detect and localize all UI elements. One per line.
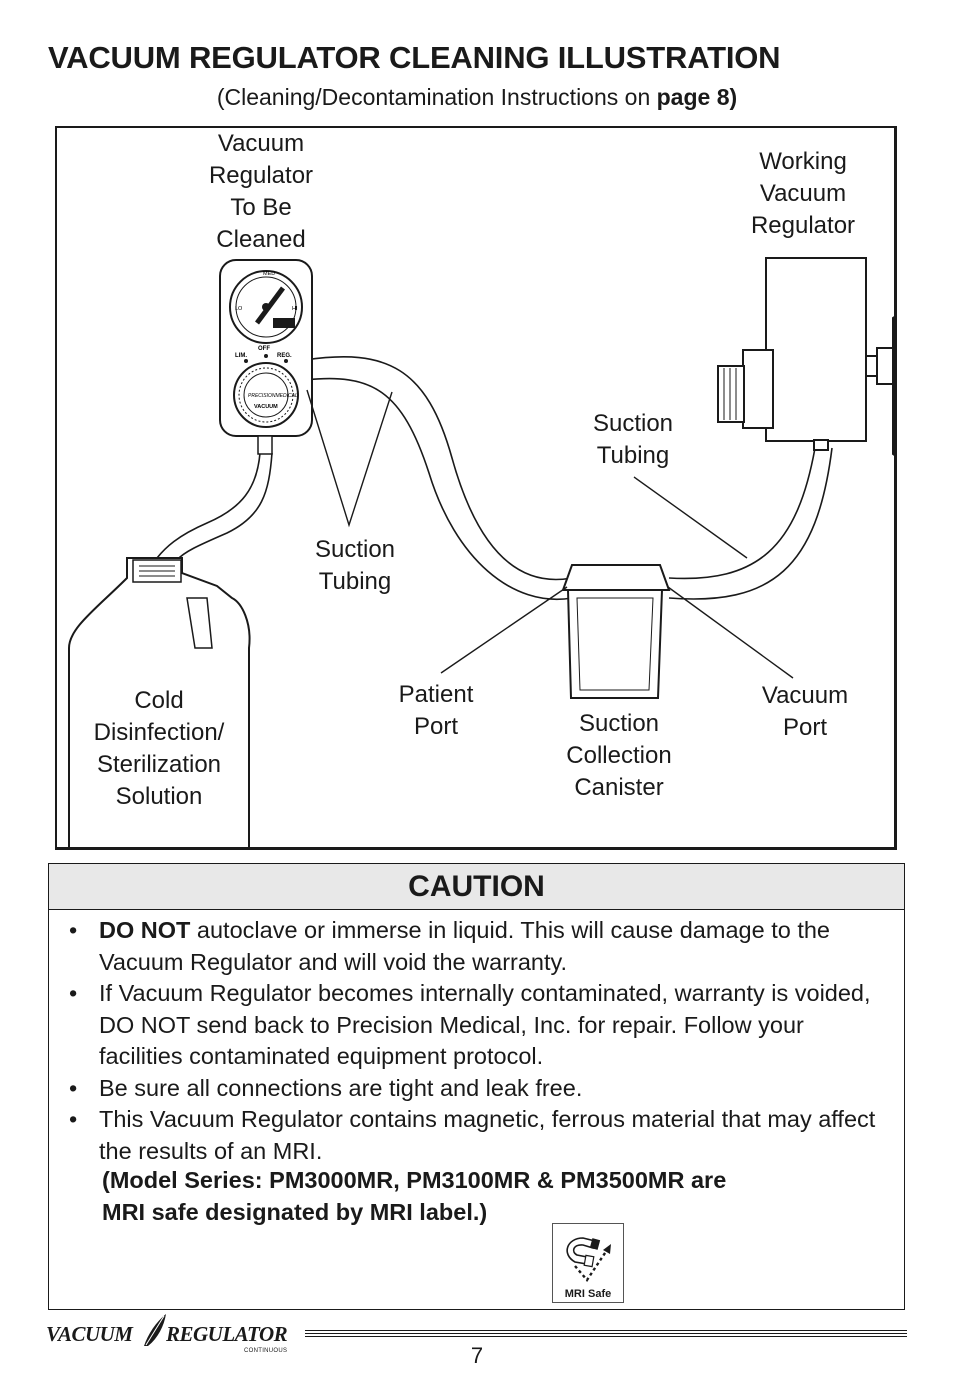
label-solution: Cold Disinfection/ Sterilization Solution <box>93 687 225 810</box>
caution-item <box>49 978 889 1073</box>
footer-rule <box>305 1330 907 1339</box>
caution-list <box>49 915 889 1167</box>
gauge-lim-text: LIM. <box>235 353 247 359</box>
label-regulator-to-clean: Vacuum Regulator To Be Cleaned <box>208 130 314 253</box>
label-patient-port: Patient Port <box>398 681 474 740</box>
mri-safe-text: MRI Safe <box>564 1288 612 1300</box>
page-subtitle <box>0 84 954 111</box>
caution-box <box>48 863 905 1310</box>
label-vacuum-port: Vacuum Port <box>761 682 849 741</box>
label-canister: Suction Collection Canister <box>566 710 672 801</box>
bullet: • <box>69 1074 78 1101</box>
logo-word-vacuum: VACUUM <box>46 1322 133 1346</box>
gauge-lo-text: LO <box>235 306 243 312</box>
gauge-reg-text: REG. <box>277 353 292 359</box>
subtitle-page-ref: page 8) <box>656 84 738 110</box>
gauge-off-text: OFF <box>258 346 270 352</box>
logo-subtext: CONTINUOUS <box>244 1348 288 1354</box>
gauge-med-text: MED <box>263 271 276 277</box>
mri-safe-label <box>552 1223 624 1303</box>
leader-suction-tubing-left <box>307 390 392 525</box>
bullet: • <box>69 1106 78 1132</box>
caution-item-text: Be sure all connections are tight and leak free. <box>99 1074 583 1101</box>
page-number: 7 <box>470 1343 484 1368</box>
vacuum-regulator-dirty <box>220 260 312 454</box>
vacuum-regulator-working <box>718 258 897 458</box>
leader-patient-port <box>441 587 567 673</box>
caution-item <box>49 1104 889 1167</box>
caution-heading: CAUTION <box>49 864 904 910</box>
caution-item-text: If Vacuum Regulator becomes internally contaminated, warranty is voided, DO NOT send back to Precision Medical, Inc. for repair. Follow your facilities contaminated equipment protocol. <box>99 980 871 1069</box>
leader-suction-tubing-right <box>634 477 747 558</box>
page-title: VACUUM REGULATOR CLEANING ILLUSTRATION <box>48 40 781 75</box>
caution-item <box>49 915 889 978</box>
suction-canister <box>563 565 669 698</box>
knob-label-text: VACUUM <box>254 404 278 410</box>
caution-item <box>49 1073 889 1105</box>
bullet: • <box>69 980 78 1006</box>
mri-model-note: (Model Series: PM3000MR, PM3100MR & PM3500MR are MRI safe designated by MRI label.) <box>102 1167 727 1225</box>
label-suction-tubing-right: Suction Tubing <box>592 410 674 469</box>
subtitle-text: (Cleaning/Decontamination Instructions on <box>216 84 657 110</box>
caution-item-text: autoclave or immerse in liquid. This will cause damage to the Vacuum Regulator and will void the warranty. <box>99 917 830 975</box>
knob-brand-text: PRECISIONMEDICAL <box>248 393 298 399</box>
logo-word-regulator: REGULATOR <box>166 1322 288 1346</box>
label-working-regulator: Working Vacuum Regulator <box>750 148 856 239</box>
suction-tubing-jug <box>157 453 260 558</box>
leader-vacuum-port <box>668 587 793 678</box>
bullet: • <box>69 917 78 943</box>
caution-item-text: This Vacuum Regulator contains magnetic, ferrous material that may affect the results of an MRI. <box>99 1106 876 1164</box>
caution-item-bold: DO NOT <box>99 917 191 943</box>
magnet-icon <box>553 1224 623 1288</box>
gauge-hi-text: HI <box>292 306 298 312</box>
label-suction-tubing-left: Suction Tubing <box>314 536 396 595</box>
cleaning-illustration <box>55 126 897 850</box>
